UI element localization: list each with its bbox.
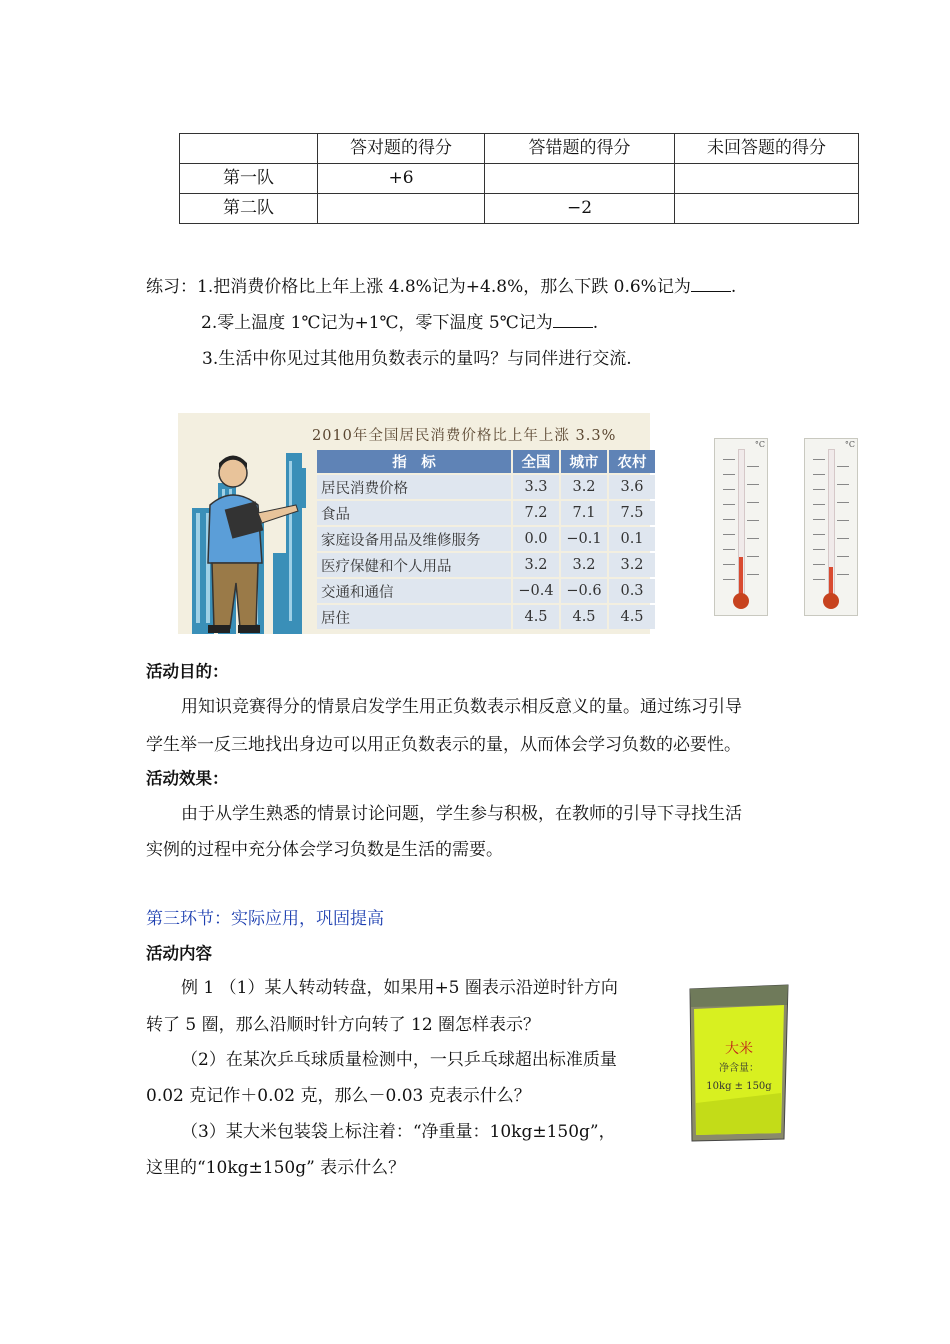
table-cell: 食品 — [317, 501, 511, 525]
example-1-line-1: 例 1 （1）某人转动转盘，如果用+5 圈表示沿逆时针方向 — [181, 978, 618, 998]
thermometer-right — [804, 438, 858, 616]
table-cell: −0.4 — [513, 579, 559, 603]
table-cell: 7.1 — [561, 501, 607, 525]
table-row — [317, 605, 655, 629]
table-header-row — [180, 134, 859, 164]
table-cell: 0.1 — [609, 527, 655, 551]
table-cell: 家庭设备用品及维修服务 — [317, 527, 511, 551]
thermometer-left — [714, 438, 768, 616]
example-2-line-2: 0.02 克记作＋0.02 克，那么－0.03 克表示什么？ — [146, 1086, 531, 1106]
table-cell: 3.2 — [513, 553, 559, 577]
exercise-1-text: 练习：1.把消费价格比上年上涨 4.8%记为+4.8%，那么下跌 0.6%记为 — [146, 277, 691, 297]
exercise-line-1 — [146, 272, 736, 297]
table-cell: 0.0 — [513, 527, 559, 551]
thermometer-bulb — [823, 593, 839, 609]
table-cell: 3.2 — [561, 475, 607, 499]
activity-effect-heading: 活动效果： — [146, 769, 229, 788]
table-cell: 3.6 — [609, 475, 655, 499]
rice-bag-weight: 10kg ± 150g — [706, 1081, 772, 1092]
table-header-cell: 指 标 — [317, 450, 511, 473]
table-cell: 居民消费价格 — [317, 475, 511, 499]
thermometer-unit: °C — [754, 440, 765, 449]
table-cell — [485, 164, 675, 194]
table-header-cell — [180, 134, 318, 164]
table-cell: 3.2 — [609, 553, 655, 577]
activity-effect-line-1: 由于从学生熟悉的情景讨论问题，学生参与积极，在教师的引导下寻找生活 — [181, 804, 742, 824]
section-title: 第三环节：实际应用，巩固提高 — [146, 909, 384, 929]
rice-bag-name: 大米 — [725, 1041, 753, 1057]
example-1-line-2: 转了 5 圈，那么沿顺时针方向转了 12 圈怎样表示？ — [146, 1015, 541, 1035]
exercise-2-text: 2.零上温度 1℃记为+1℃，零下温度 5℃记为 — [201, 313, 553, 333]
activity-goal-heading: 活动目的： — [146, 662, 229, 681]
table-cell: 3.2 — [561, 553, 607, 577]
cpi-table — [315, 448, 657, 631]
example-3-line-2: 这里的“10kg±150g” 表示什么？ — [146, 1158, 406, 1178]
table-header-cell: 答错题的得分 — [485, 134, 675, 164]
table-cell: 居住 — [317, 605, 511, 629]
table-cell: 交通和通信 — [317, 579, 511, 603]
cpi-table-title: 2010年全国居民消费价格比上年上涨 3.3% — [312, 428, 617, 444]
table-cell — [675, 164, 859, 194]
activity-effect-line-2: 实例的过程中充分体会学习负数是生活的需要。 — [146, 840, 503, 860]
table-cell: 7.5 — [609, 501, 655, 525]
table-cell — [318, 194, 485, 224]
exercise-1-end: . — [730, 277, 737, 297]
table-row — [180, 164, 859, 194]
table-cell: 第一队 — [180, 164, 318, 194]
table-cell: 0.3 — [609, 579, 655, 603]
thermometer-unit: °C — [844, 440, 855, 449]
activity-content-heading: 活动内容 — [146, 944, 212, 963]
table-header-cell: 未回答题的得分 — [675, 134, 859, 164]
table-cell: 4.5 — [513, 605, 559, 629]
table-cell: 4.5 — [561, 605, 607, 629]
table-cell: 4.5 — [609, 605, 655, 629]
rice-bag-net-label: 净含量： — [719, 1063, 759, 1074]
thermometer-bulb — [733, 593, 749, 609]
table-row — [317, 553, 655, 577]
table-cell: −0.1 — [561, 527, 607, 551]
table-cell: −2 — [485, 194, 675, 224]
table-header-cell: 城市 — [561, 450, 607, 473]
score-table — [179, 133, 859, 224]
example-2-line-1: （2）在某次乒乓球质量检测中，一只乒乓球超出标准质量 — [181, 1050, 617, 1070]
table-cell: 医疗保健和个人用品 — [317, 553, 511, 577]
answer-blank[interactable] — [691, 275, 731, 292]
table-cell: +6 — [318, 164, 485, 194]
answer-blank[interactable] — [553, 311, 593, 328]
table-row — [180, 194, 859, 224]
exercise-2-end: . — [592, 313, 599, 333]
table-cell: −0.6 — [561, 579, 607, 603]
table-row — [317, 501, 655, 525]
table-cell — [675, 194, 859, 224]
table-cell: 第二队 — [180, 194, 318, 224]
table-cell: 3.3 — [513, 475, 559, 499]
table-header-cell: 全国 — [513, 450, 559, 473]
activity-goal-line-2: 学生举一反三地找出身边可以用正负数表示的量，从而体会学习负数的必要性。 — [146, 735, 741, 755]
activity-goal-line-1: 用知识竞赛得分的情景启发学生用正负数表示相反意义的量。通过练习引导 — [181, 697, 742, 717]
table-header-cell: 答对题的得分 — [318, 134, 485, 164]
exercise-line-2 — [201, 308, 598, 333]
example-3-line-1: （3）某大米包装袋上标注着：“净重量：10kg±150g”， — [181, 1122, 616, 1142]
table-row — [317, 579, 655, 603]
exercise-line-3: 3.生活中你见过其他用负数表示的量吗？与同伴进行交流. — [202, 349, 632, 369]
table-row — [317, 475, 655, 499]
rice-bag-image — [686, 983, 792, 1143]
table-header-row — [317, 450, 655, 473]
table-row — [317, 527, 655, 551]
table-header-cell: 农村 — [609, 450, 655, 473]
table-cell: 7.2 — [513, 501, 559, 525]
